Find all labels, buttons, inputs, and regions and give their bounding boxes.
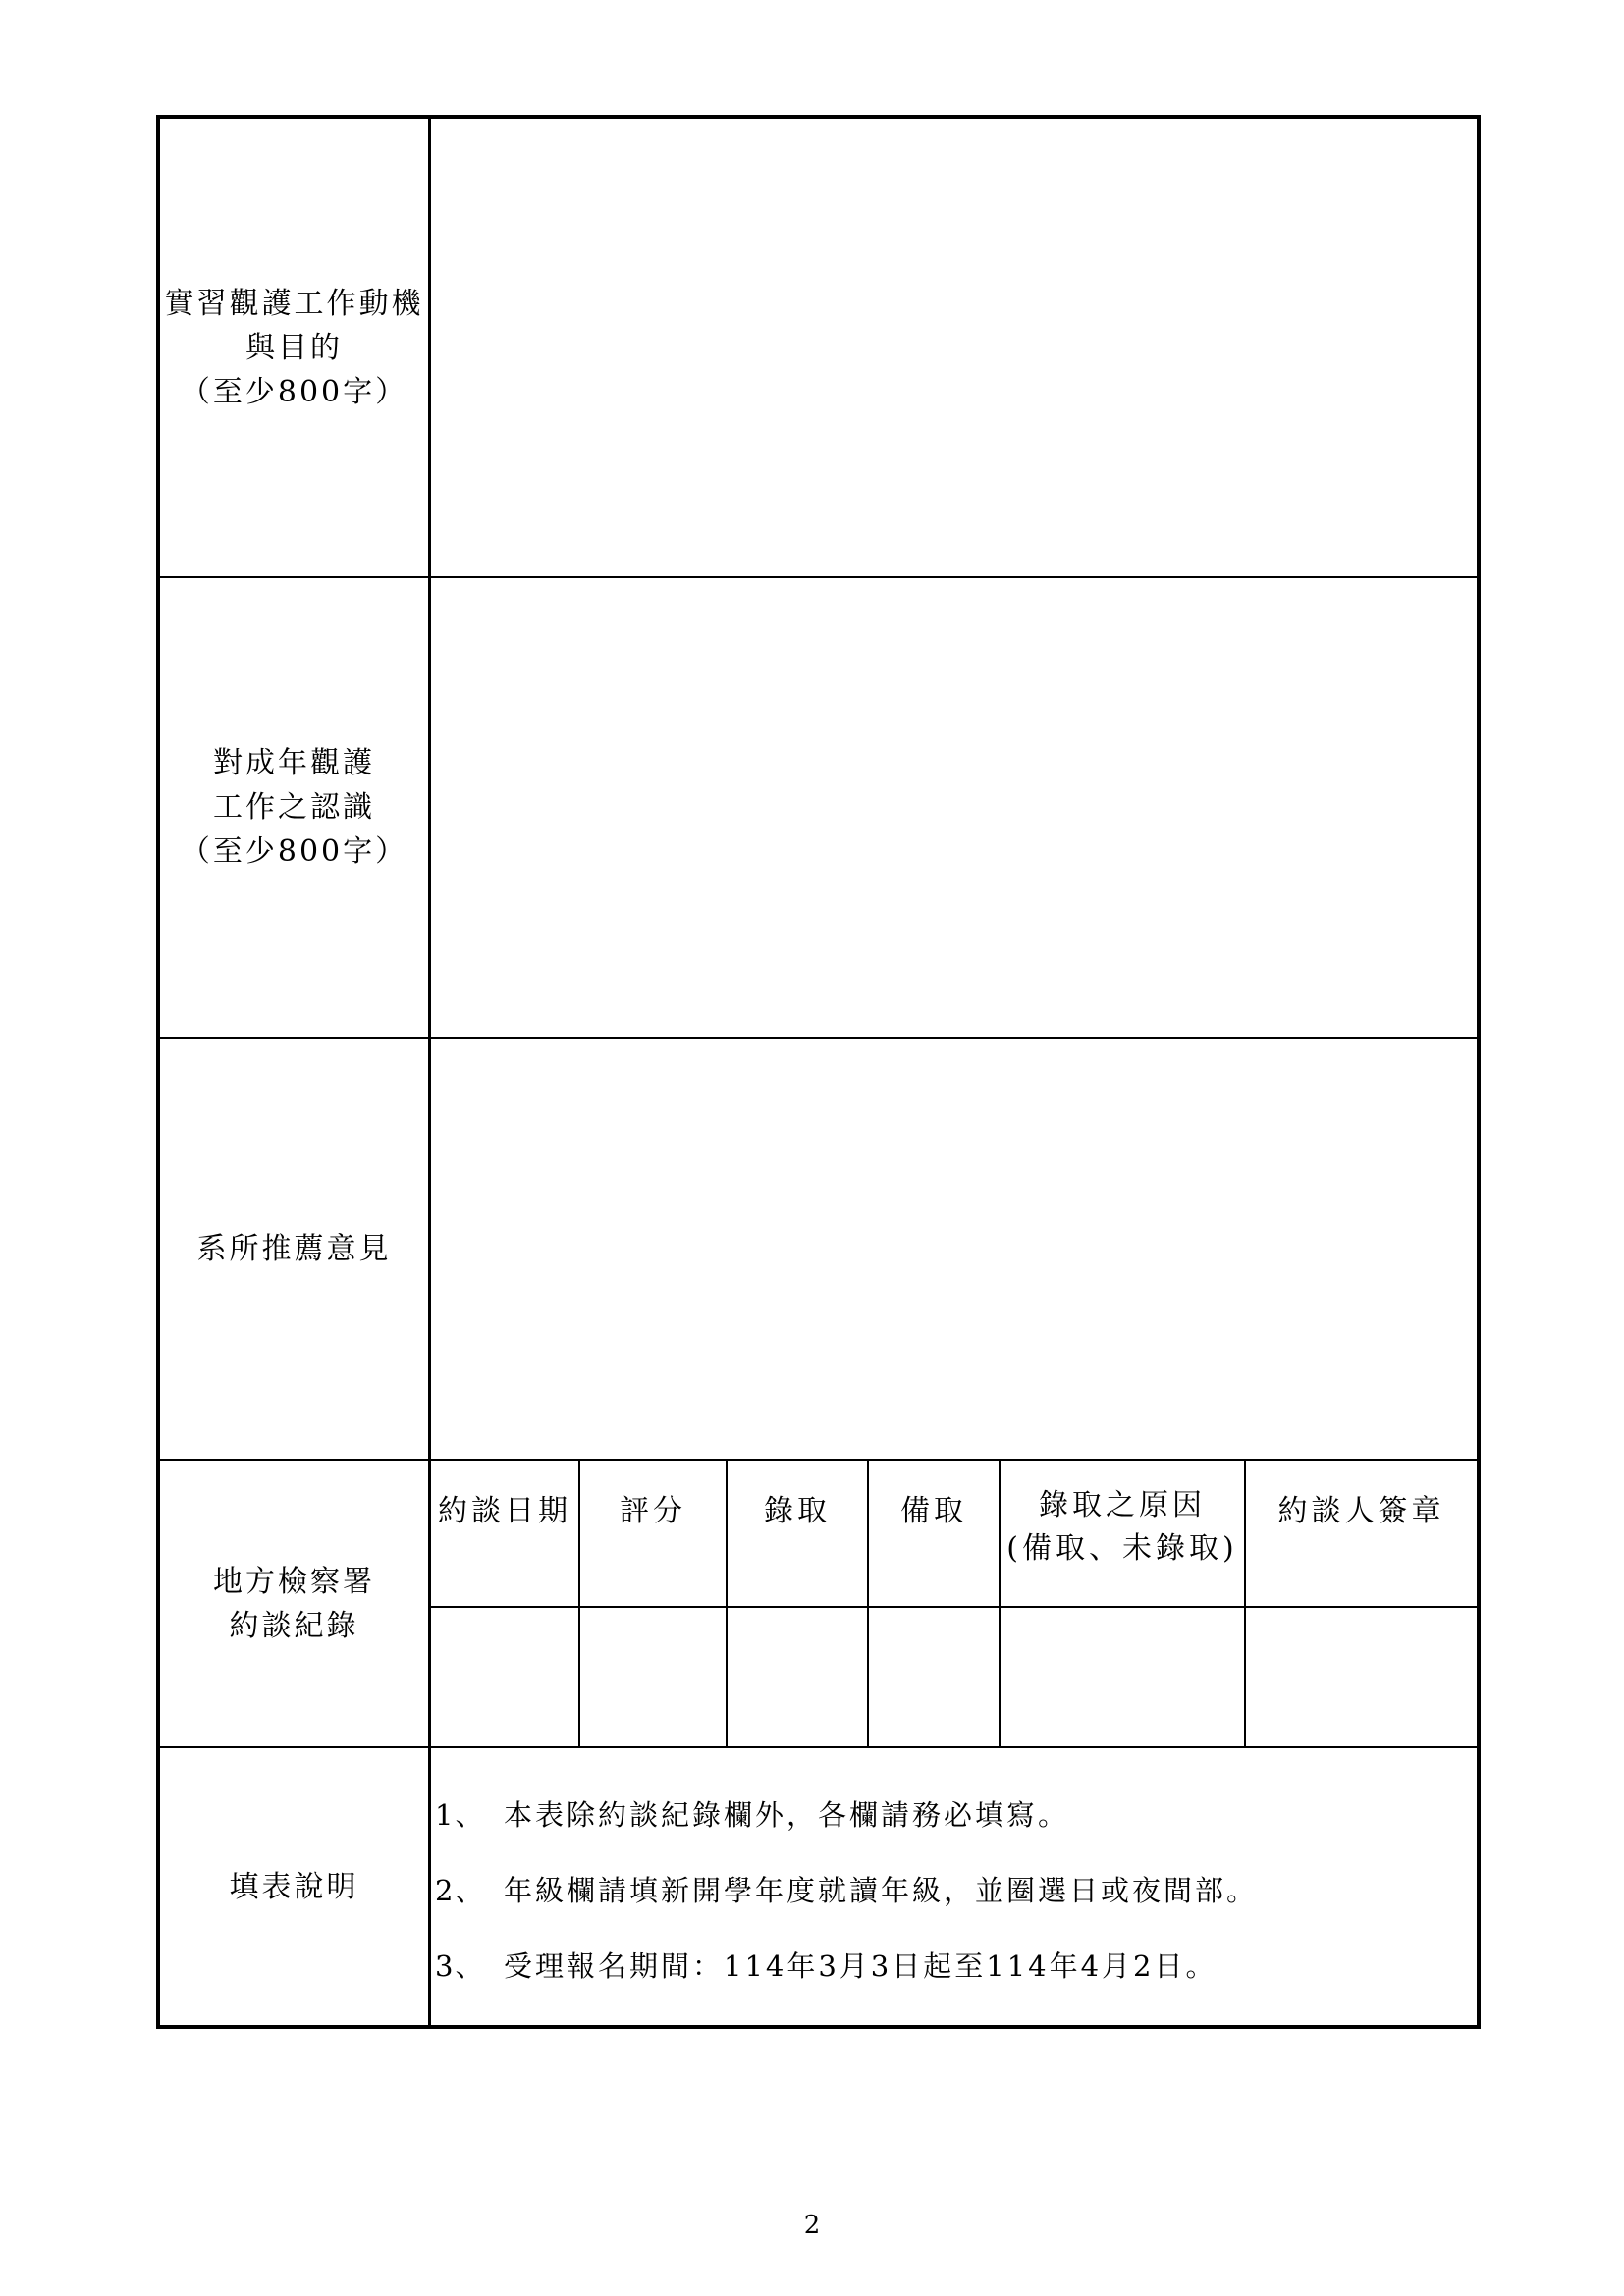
list-item-text: 年級欄請填新開學年度就讀年級，並圈選日或夜間部。 (504, 1874, 1259, 1907)
recommendation-input-area[interactable] (431, 1039, 1477, 1459)
interview-date-header (431, 1461, 580, 1606)
header-text: (備取、未錄取) (1006, 1531, 1238, 1566)
motivation-input-area[interactable] (431, 119, 1477, 576)
score-header (580, 1461, 728, 1606)
application-form-table (156, 115, 1481, 2029)
header-text: 錄取之原因 (1039, 1488, 1206, 1522)
interviewer-signature-header (1246, 1461, 1477, 1606)
instructions-row (160, 1748, 1477, 2025)
motivation-row (160, 119, 1477, 578)
recommendation-label (160, 1039, 431, 1459)
waitlisted-header (869, 1461, 1001, 1606)
instructions-label-text: 填表說明 (229, 1869, 359, 1904)
interview-row (160, 1461, 1477, 1748)
motivation-label (160, 119, 431, 576)
interview-label (160, 1461, 431, 1746)
motivation-label-line: 與目的 (245, 330, 343, 365)
page-number: 2 (803, 2211, 821, 2240)
understanding-row (160, 578, 1477, 1039)
list-item-number: 2、 (435, 1874, 486, 1907)
recommendation-row (160, 1039, 1477, 1461)
understanding-label-line: （至少800字） (180, 834, 408, 869)
admission-reason-field[interactable] (1001, 1608, 1246, 1746)
interviewer-signature-field[interactable] (1246, 1608, 1477, 1746)
list-item-text: 受理報名期間：114年3月3日起至114年4月2日。 (504, 1949, 1218, 1983)
header-text: 約談日期 (438, 1494, 571, 1528)
instructions-list (435, 1778, 1258, 2004)
interview-entry-row (431, 1608, 1477, 1746)
interview-header-row (431, 1461, 1477, 1608)
interview-date-field[interactable] (431, 1608, 580, 1746)
list-item (435, 1853, 1258, 1929)
score-field[interactable] (580, 1608, 728, 1746)
interview-label-line: 地方檢察署 (213, 1564, 375, 1599)
header-text: 評分 (620, 1494, 686, 1528)
instructions-label (160, 1748, 431, 2025)
list-item (435, 1778, 1258, 1853)
recommendation-label-text: 系所推薦意見 (196, 1231, 392, 1266)
admitted-header (728, 1461, 869, 1606)
waitlisted-field[interactable] (869, 1608, 1001, 1746)
admitted-field[interactable] (728, 1608, 869, 1746)
header-text: 錄取 (764, 1494, 831, 1528)
list-item-number: 3、 (435, 1949, 486, 1983)
header-text: 約談人簽章 (1277, 1494, 1445, 1528)
admission-reason-header (1001, 1461, 1246, 1606)
interview-subtable (431, 1461, 1477, 1746)
motivation-label-line: 實習觀護工作動機 (164, 286, 424, 321)
interview-label-line: 約談紀錄 (229, 1608, 359, 1643)
list-item (435, 1929, 1258, 2004)
motivation-label-line: （至少800字） (180, 374, 408, 409)
header-text: 備取 (900, 1494, 967, 1528)
understanding-label (160, 578, 431, 1037)
understanding-label-line: 對成年觀護 (213, 746, 375, 780)
instructions-content (431, 1748, 1477, 2025)
list-item-number: 1、 (435, 1798, 486, 1832)
list-item-text: 本表除約談紀錄欄外，各欄請務必填寫。 (504, 1798, 1070, 1832)
understanding-input-area[interactable] (431, 578, 1477, 1037)
understanding-label-line: 工作之認識 (213, 790, 375, 825)
